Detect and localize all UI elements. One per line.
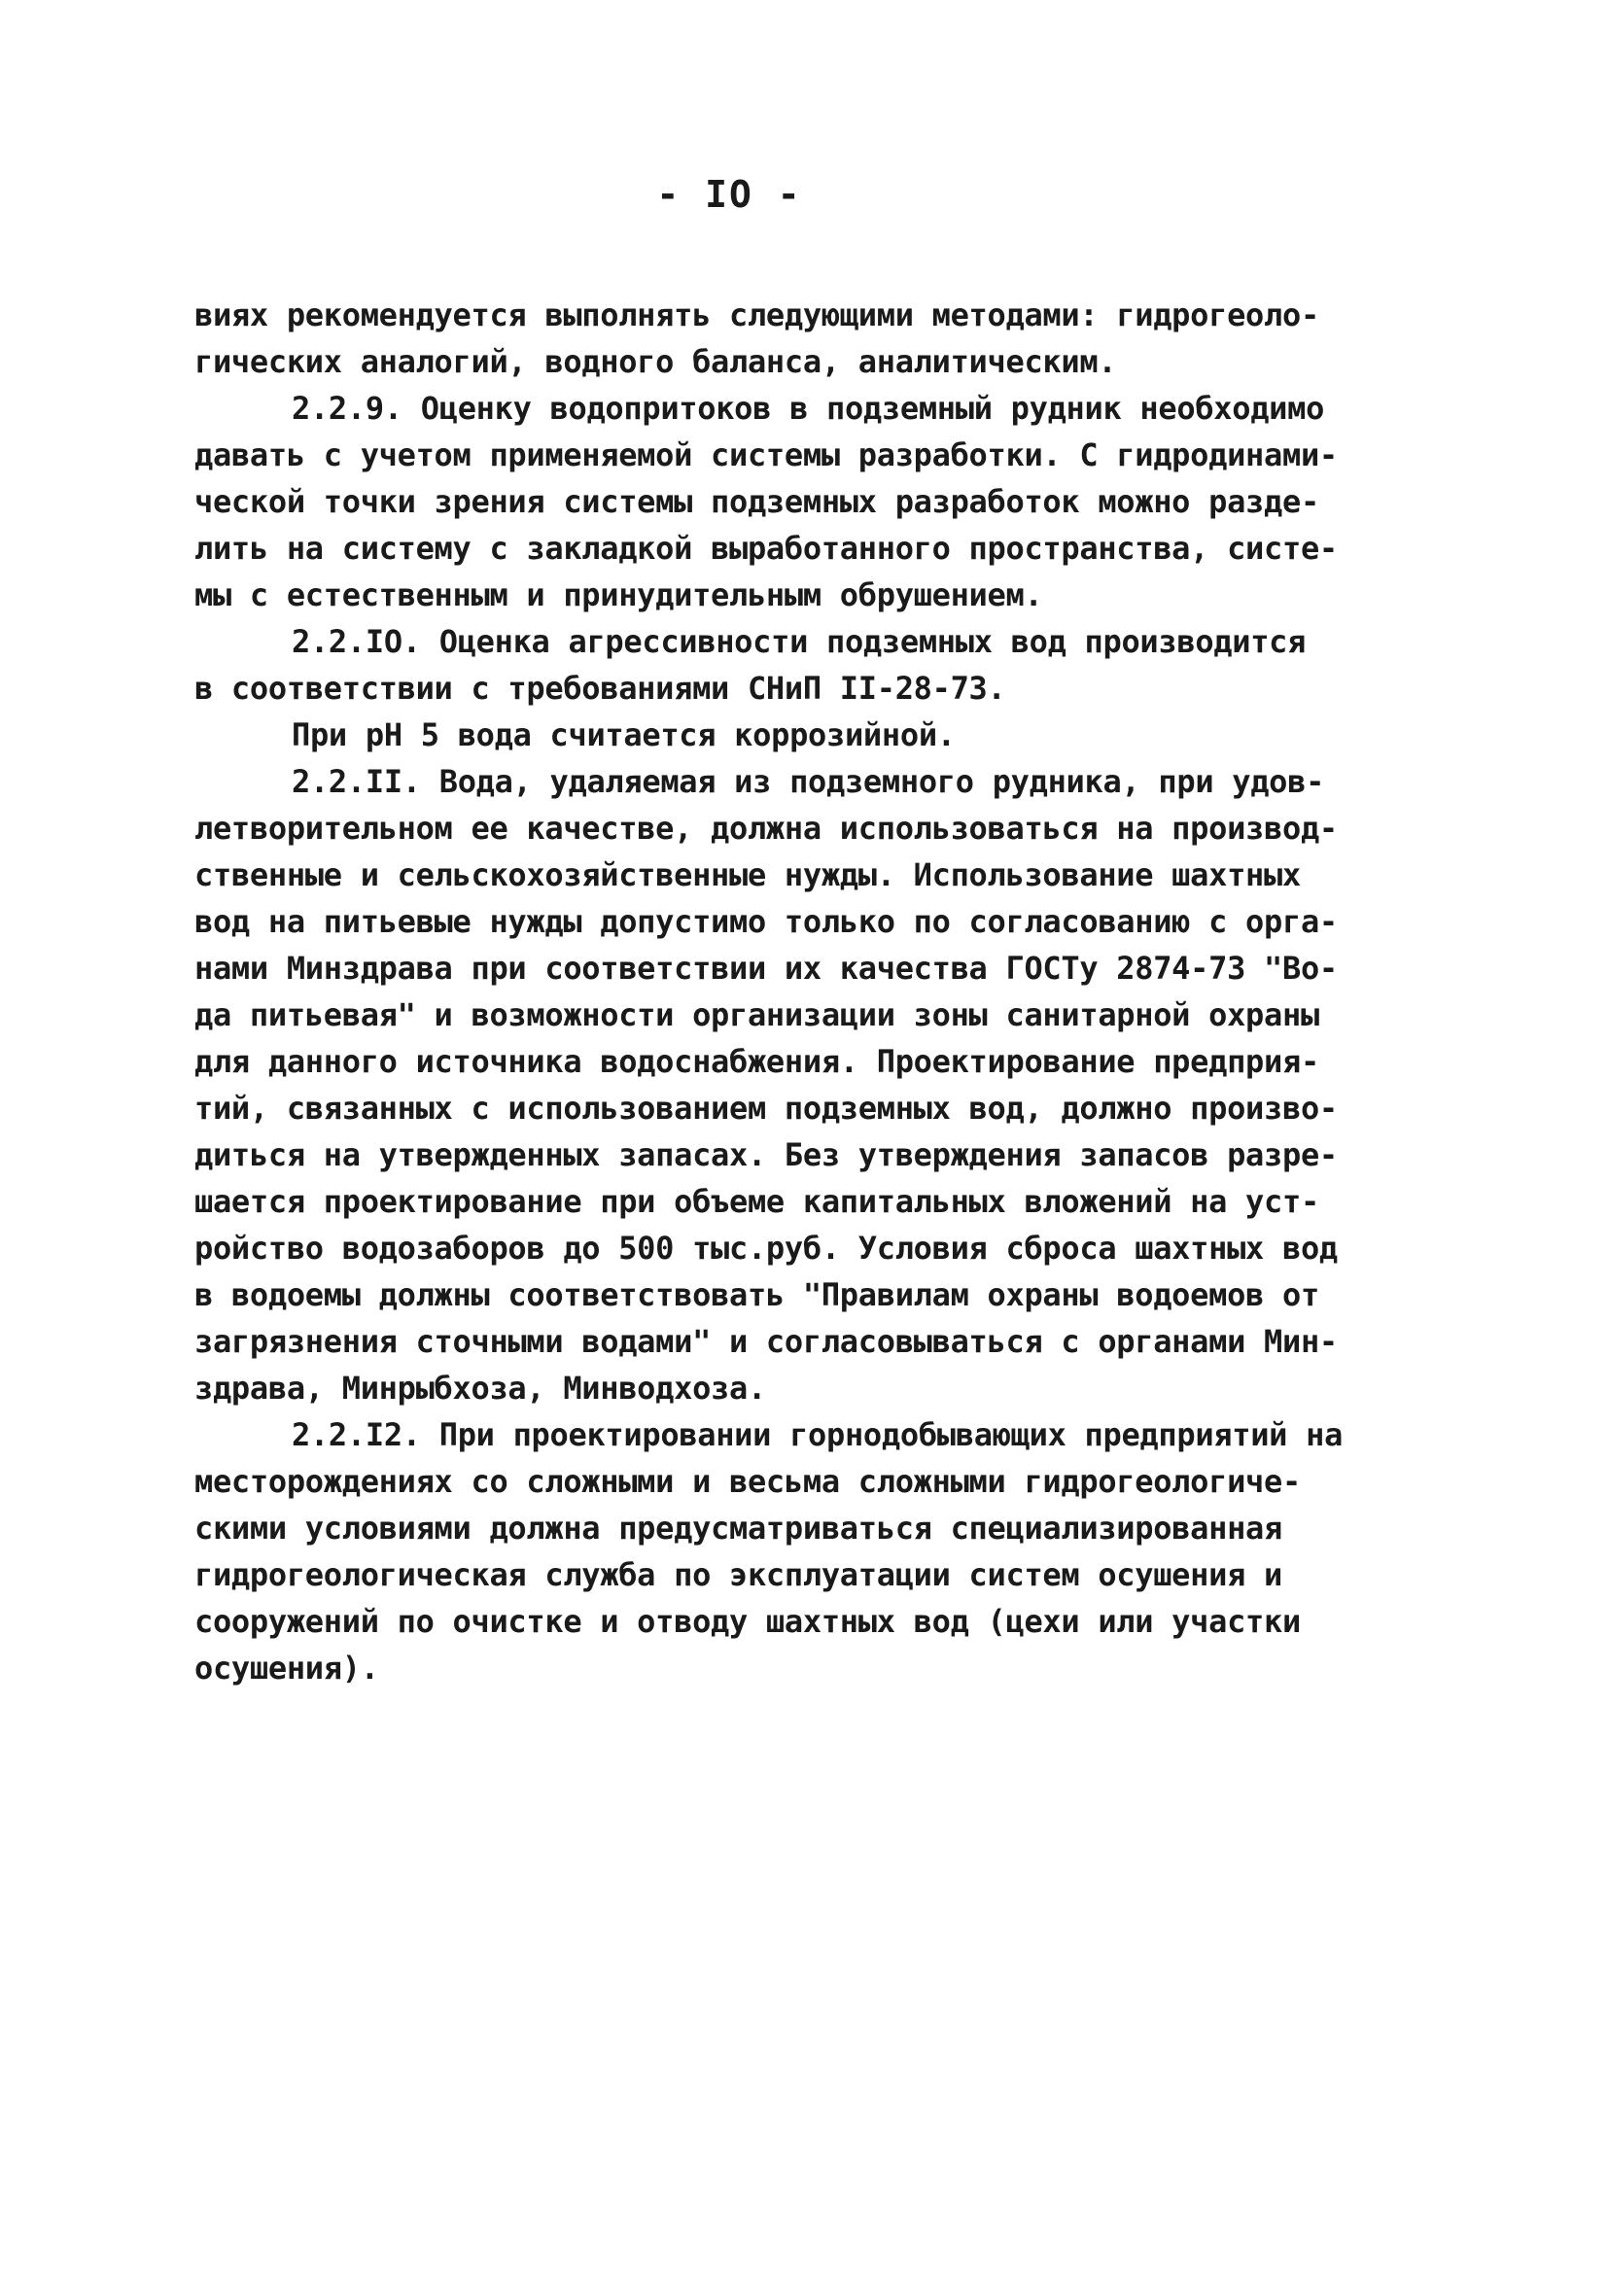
- text-line: нами Минздрава при соответствии их качества ГОСТу 2874-73 "Во-: [194, 950, 1338, 987]
- text-line: гических аналогий, водного баланса, аналитическим.: [194, 343, 1117, 380]
- text-line: виях рекомендуется выполнять следующими методами: гидрогеоло-: [194, 296, 1319, 333]
- text-line: в соответствии с требованиями СНиП II-28-73.: [194, 670, 1006, 707]
- body-text: [194, 292, 1400, 1691]
- text-line: При pH 5 вода считается коррозийной.: [292, 716, 956, 753]
- text-line: для данного источника водоснабжения. Проектирование предприя-: [194, 1043, 1319, 1080]
- text-line: летворительном ее качестве, должна использоваться на производ-: [194, 810, 1338, 847]
- text-line: загрязнения сточными водами" и согласовываться с органами Мин-: [194, 1323, 1338, 1360]
- page-number: - IO -: [656, 173, 802, 216]
- text-line: здрава, Минрыбхоза, Минводхоза.: [194, 1370, 766, 1407]
- text-line: мы с естественным и принудительным обрушением.: [194, 576, 1043, 613]
- text-line: тий, связанных с использованием подземных вод, должно произво-: [194, 1090, 1338, 1127]
- text-line: осушения).: [194, 1650, 379, 1687]
- text-line: 2.2.IO. Оценка агрессивности подземных вод производится: [292, 623, 1307, 660]
- text-line: диться на утвержденных запасах. Без утверждения запасов разре-: [194, 1136, 1338, 1173]
- text-line: да питьевая" и возможности организации зоны санитарной охраны: [194, 996, 1319, 1033]
- text-line: шается проектирование при объеме капитальных вложений на уст-: [194, 1183, 1319, 1220]
- text-line: 2.2.9. Оценку водопритоков в подземный рудник необходимо: [292, 390, 1325, 427]
- text-line: давать с учетом применяемой системы разработки. С гидродинами-: [194, 436, 1338, 473]
- text-line: 2.2.II. Вода, удаляемая из подземного рудника, при удов-: [292, 763, 1325, 800]
- text-line: вод на питьевые нужды допустимо только по согласованию с орга-: [194, 903, 1338, 940]
- text-line: ственные и сельскохозяйственные нужды. Использование шахтных: [194, 856, 1301, 893]
- text-line: месторождениях со сложными и весьма сложными гидрогеологиче-: [194, 1463, 1301, 1500]
- text-line: 2.2.I2. При проектировании горнодобывающих предприятий на: [292, 1416, 1344, 1453]
- text-line: ческой точки зрения системы подземных разработок можно разде-: [194, 483, 1319, 520]
- text-line: гидрогеологическая служба по эксплуатации систем осушения и: [194, 1556, 1282, 1593]
- text-line: скими условиями должна предусматриваться специализированная: [194, 1510, 1282, 1547]
- text-line: в водоемы должны соответствовать "Правилам охраны водоемов от: [194, 1276, 1319, 1313]
- text-line: ройство водозаборов до 500 тыс.руб. Условия сброса шахтных вод: [194, 1230, 1338, 1267]
- text-line: лить на систему с закладкой выработанного пространства, систе-: [194, 530, 1338, 567]
- text-line: сооружений по очистке и отводу шахтных вод (цехи или участки: [194, 1603, 1301, 1640]
